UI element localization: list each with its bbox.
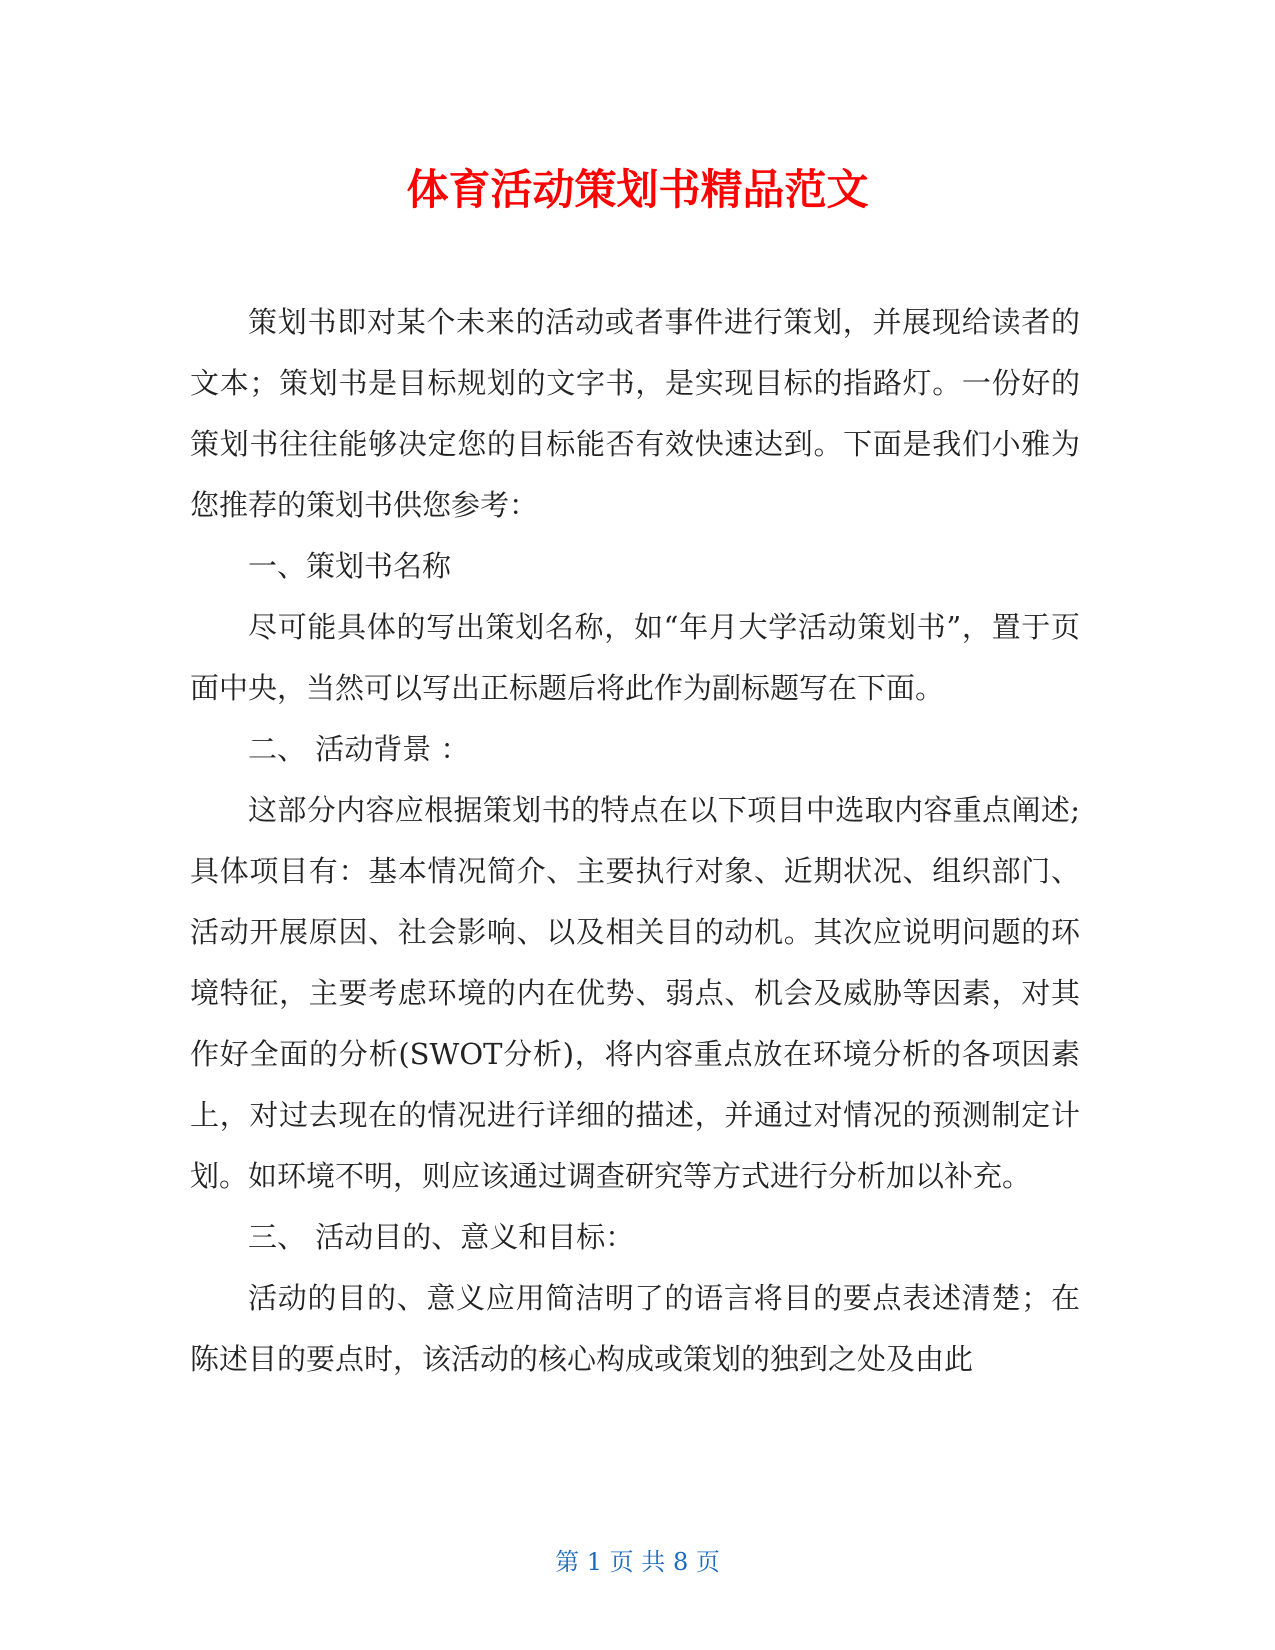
- intro-paragraph: 策划书即对某个未来的活动或者事件进行策划，并展现给读者的文本；策划书是目标规划的文字书，是实现目标的指路灯。一份好的策划书往往能够决定您的目标能否有效快速达到。下面是我们小雅为您推荐的策划书供您参考：: [190, 305, 1080, 522]
- document-body: [190, 292, 1080, 1390]
- page-title: 体育活动策划书精品范文: [406, 165, 869, 214]
- page-number-footer: 第 1 页 共 8 页: [555, 1548, 720, 1576]
- section-heading-1: 一、策划书名称: [248, 549, 452, 583]
- section-paragraph-1: 尽可能具体的写出策划名称，如“年月大学活动策划书”，置于页面中央，当然可以写出正标题后将此作为副标题写在下面。: [190, 610, 1080, 705]
- section-paragraph-2: 这部分内容应根据策划书的特点在以下项目中选取内容重点阐述;具体项目有：基本情况简介、主要执行对象、近期状况、组织部门、活动开展原因、社会影响、以及相关目的动机。其次应说明问题的环境特征，主要考虑环境的内在优势、弱点、机会及威胁等因素，对其作好全面的分析(SWOT分析)，将内容重点放在环境分析的各项因素上，对过去现在的情况进行详细的描述，并通过对情况的预测制定计划。如环境不明，则应该通过调查研究等方式进行分析加以补充。: [190, 793, 1080, 1193]
- section-heading-3: 三、 活动目的、意义和目标：: [248, 1220, 635, 1254]
- section-paragraph-3: 活动的目的、意义应用简洁明了的语言将目的要点表述清楚；在陈述目的要点时，该活动的核心构成或策划的独到之处及由此: [190, 1281, 1080, 1376]
- section-heading-2: 二、 活动背景 ：: [248, 732, 470, 766]
